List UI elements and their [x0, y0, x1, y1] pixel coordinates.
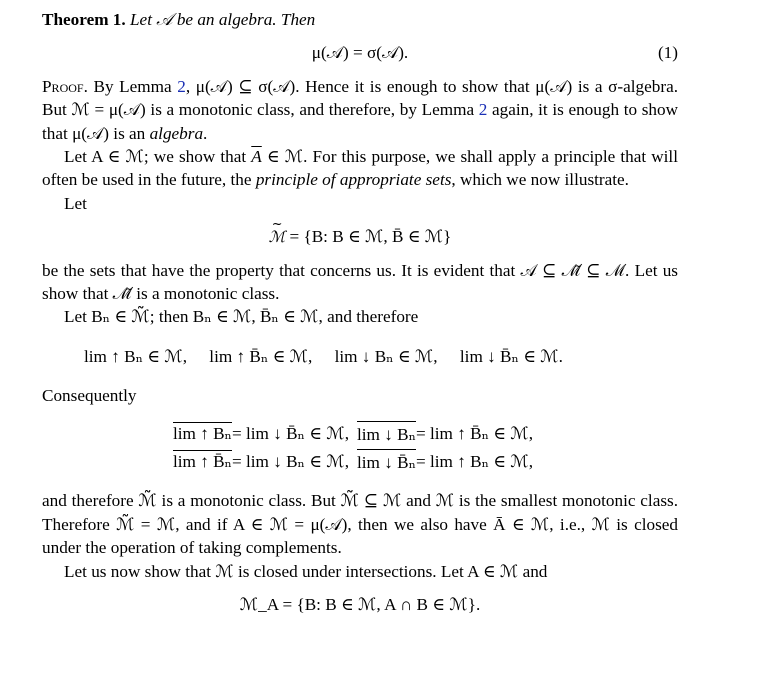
equation-1-number: (1): [657, 43, 678, 63]
equation-ma-body: ℳ_A = {B: B ∈ ℳ, A ∩ B ∈ ℳ}.: [239, 595, 481, 615]
limit-expression: lim ↓ B̄ₙ ∈ ℳ.: [459, 346, 563, 366]
proof-text: Let A ∈ ℳ; we show that: [64, 146, 247, 166]
overlined-lhs: lim ↓ B̄ₙ: [357, 449, 416, 474]
equation-1: [42, 41, 678, 64]
equation-mtilde: [42, 225, 678, 248]
proof-paragraph-4: be the sets that have the property that concerns us. It is evident that 𝒜 ⊆ ℳ̃ ⊆ ℳ. Let us show that ℳ̃ is a monotonic class.: [42, 260, 678, 303]
aligned-equations: [42, 419, 678, 475]
limits-display: [84, 345, 678, 368]
aligned-row: [42, 419, 678, 447]
paper-page: [42, 8, 678, 626]
emphasis-algebra: algebra: [149, 123, 204, 143]
proof-text: , μ(𝒜) ⊆ σ(𝒜). Hence it is enough to show that μ(𝒜) is a σ-algebra. But ℳ = μ(𝒜) is a monotonic class, and therefore, by Lemma: [42, 76, 678, 120]
emphasis-principle: principle of appropriate sets: [255, 170, 452, 190]
equation-1-body: μ(𝒜) = σ(𝒜).: [311, 43, 409, 63]
proof-paragraph-2: [42, 145, 678, 192]
proof-text: again, it is enough to show that μ(𝒜) is an: [42, 100, 679, 143]
proof-text: .: [203, 123, 208, 143]
limit-expression: lim ↓ Bₙ ∈ ℳ,: [334, 346, 438, 366]
proof-paragraph-1: [42, 75, 678, 145]
lemma-link[interactable]: 2: [478, 100, 488, 120]
proof-text: ∈ ℳ. For this purpose, we shall apply a principle that will often be used in the future, the: [42, 146, 678, 190]
aligned-rhs: = lim ↓ Bₙ ∈ ℳ,: [232, 451, 349, 471]
equation-ma: [42, 593, 678, 616]
overlined-lhs: lim ↓ Bₙ: [357, 421, 416, 446]
proof-paragraph-6: and therefore ℳ̃ is a monotonic class. But ℳ̃ ⊆ ℳ and ℳ is the smallest monotonic class. Therefore ℳ̃ = ℳ, and if A ∈ ℳ = μ(𝒜), then we also have Ā ∈ ℳ, i.e., ℳ is closed under the operation of taking complements.: [42, 491, 678, 558]
consequently-text: Consequently: [42, 386, 137, 406]
equation-mtilde-body: = {B: B ∈ ℳ, B̄ ∈ ℳ}: [289, 227, 452, 247]
overlined-lhs: lim ↑ Bₙ: [172, 423, 232, 443]
proof-paragraph-3: Let: [64, 193, 87, 213]
proof-paragraph-7: Let us now show that ℳ is closed under intersections. Let A ∈ ℳ and: [64, 561, 548, 581]
complement-a: $\overline{A}$: [251, 146, 262, 166]
proof-text: , which we now illustrate.: [451, 170, 629, 190]
theorem-text: Let 𝒜 be an algebra. Then: [130, 10, 316, 29]
theorem-heading: Theorem 1.: [42, 10, 126, 29]
proof-label: Proof.: [42, 76, 88, 96]
aligned-rhs: = lim ↑ B̄ₙ ∈ ℳ,: [416, 423, 534, 443]
limit-expression: lim ↑ B̄ₙ ∈ ℳ,: [209, 346, 313, 366]
aligned-rhs: = lim ↑ Bₙ ∈ ℳ,: [416, 451, 534, 471]
m-tilde-symbol: ~ ℳ: [269, 227, 286, 248]
theorem-statement: [42, 8, 678, 31]
aligned-rhs: = lim ↓ B̄ₙ ∈ ℳ,: [232, 423, 349, 443]
lemma-link[interactable]: 2: [177, 76, 186, 96]
overlined-lhs: lim ↑ B̄ₙ: [172, 451, 232, 471]
proof-paragraph-5: Let Bₙ ∈ ℳ̃; then Bₙ ∈ ℳ, B̄ₙ ∈ ℳ, and therefore: [64, 307, 419, 327]
aligned-row: [42, 447, 678, 475]
limit-expression: lim ↑ Bₙ ∈ ℳ,: [84, 346, 187, 366]
proof-text: By Lemma: [93, 76, 172, 96]
